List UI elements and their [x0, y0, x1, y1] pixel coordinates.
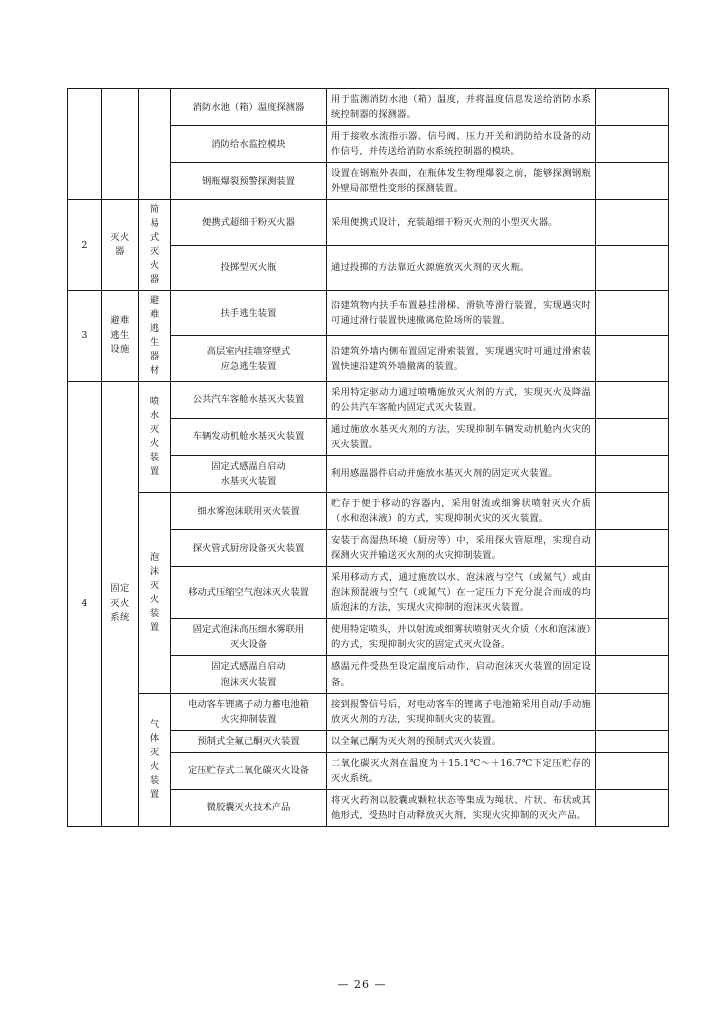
cell-description: 安装于高湿热环境（厨房等）中，采用探火管原理，实现自动探测火灾并输送灭火剂的火灾抑制装置。 — [327, 530, 596, 567]
table-row — [68, 291, 669, 336]
cell-product-name: 细水雾泡沫联用灭火装置 — [171, 493, 327, 530]
cell-serial-number: 3 — [68, 291, 102, 382]
cell-description: 沿建筑外墙内侧布置固定滑索装置，实现遇灾时可通过滑索装置快速沿建筑外墙撤离的装置。 — [327, 336, 596, 381]
cell-remark — [596, 693, 669, 730]
cell-product-name: 投掷型灭火瓶 — [171, 245, 327, 290]
cell-product-name: 定压贮存式二氧化碳灭火设备 — [171, 752, 327, 789]
subcategory-label: 气体灭火装置 — [149, 718, 160, 800]
cell-product-name: 固定式感温自启动 水基灭火装置 — [171, 455, 327, 492]
table-row — [68, 89, 669, 126]
cell-remark — [596, 418, 669, 455]
cell-category — [102, 89, 139, 200]
cell-description: 贮存于便于移动的容器内，采用射流或细雾状喷射灭火介质（水和泡沫液）的方式，实现抑制火灾的灭火装置。 — [327, 493, 596, 530]
cell-remark — [596, 200, 669, 245]
cell-description: 用于监测消防水池（箱）温度，并将温度信息发送给消防水系统控制器的探测器。 — [327, 89, 596, 126]
cell-remark — [596, 245, 669, 290]
cell-remark — [596, 336, 669, 381]
cell-remark — [596, 752, 669, 789]
cell-product-name: 预制式全氟己酮灭火装置 — [171, 730, 327, 752]
cell-description: 用于接收水流指示器、信号阀、压力开关和消防给水设备的动作信号，并传送给消防水系统控制器的模块。 — [327, 126, 596, 163]
cell-product-name: 便携式超细干粉灭火器 — [171, 200, 327, 245]
cell-serial-number: 4 — [68, 381, 102, 826]
category-label: 固定灭火系统 — [110, 583, 130, 624]
cell-description: 设置在钢瓶外表面，在瓶体发生物理爆裂之前，能够探测钢瓶外壁局部塑性变形的探测装置。 — [327, 163, 596, 200]
cell-description: 通过施放水基灭火剂的方法，实现抑制车辆发动机舱内火灾的灭火装置。 — [327, 418, 596, 455]
cell-serial-number — [68, 89, 102, 200]
cell-product-name: 固定式感温自启动 泡沫灭火装置 — [171, 656, 327, 693]
cell-remark — [596, 619, 669, 656]
cell-description: 采用移动方式，通过施放以水、泡沫液与空气（或氮气）或由泡沫预混液与空气（或氮气）在一定压力下充分混合而成的均质泡沫的方法，实现火灾抑制的泡沫灭火装置。 — [327, 567, 596, 619]
cell-remark — [596, 126, 669, 163]
cell-product-name: 高层室内挂墙穿壁式 应急逃生装置 — [171, 336, 327, 381]
cell-subcategory — [139, 291, 171, 382]
cell-product-name: 消防水池（箱）温度探测器 — [171, 89, 327, 126]
cell-description: 沿建筑物内扶手布置悬挂滑梯、滑轨等滑行装置，实现遇灾时可通过滑行装置快速撤离危险场所的装置。 — [327, 291, 596, 336]
cell-product-name: 固定式泡沫高压细水雾联用 灭火设备 — [171, 619, 327, 656]
cell-serial-number: 2 — [68, 200, 102, 291]
cell-category — [102, 200, 139, 291]
cell-description: 利用感温器件启动并施放水基灭火剂的固定灭火装置。 — [327, 455, 596, 492]
subcategory-label: 简易式灭火器 — [149, 204, 160, 285]
cell-product-name: 扶手逃生装置 — [171, 291, 327, 336]
cell-product-name: 电动客车锂离子动力蓄电池箱 火灾抑制装置 — [171, 693, 327, 730]
cell-description: 使用特定喷头，并以射流或细雾状喷射灭火介质（水和泡沫液）的方式，实现抑制火灾的固定式灭火设备。 — [327, 619, 596, 656]
cell-description: 通过投掷的方法靠近火源施放灭火剂的灭火瓶。 — [327, 245, 596, 290]
cell-remark — [596, 567, 669, 619]
cell-product-name: 微胶囊灭火技术产品 — [171, 789, 327, 826]
cell-product-name: 车辆发动机舱水基灭火装置 — [171, 418, 327, 455]
table-row — [68, 200, 669, 245]
cell-description: 采用便携式设计，充装超细干粉灭火剂的小型灭火器。 — [327, 200, 596, 245]
cell-description: 采用特定驱动力通过喷嘴施放灭火剂的方式，实现灭火及降温的公共汽车客舱内固定式灭火装置。 — [327, 381, 596, 418]
cell-category — [102, 291, 139, 382]
cell-remark — [596, 89, 669, 126]
cell-remark — [596, 730, 669, 752]
cell-description: 二氧化碳灭火剂在温度为＋15.1℃～＋16.7℃下定压贮存的灭火系统。 — [327, 752, 596, 789]
table-row — [68, 693, 669, 730]
spec-table-container — [67, 88, 668, 827]
cell-product-name: 消防给水监控模块 — [171, 126, 327, 163]
page-number: — 26 — — [337, 978, 387, 991]
cell-remark — [596, 530, 669, 567]
cell-product-name: 公共汽车客舱水基灭火装置 — [171, 381, 327, 418]
cell-product-name: 移动式压缩空气泡沫灭火装置 — [171, 567, 327, 619]
cell-description: 接到报警信号后，对电动客车的锂离子电池箱采用自动/手动施放灭火剂的方法，实现抑制火灾的装置。 — [327, 693, 596, 730]
cell-remark — [596, 291, 669, 336]
cell-remark — [596, 493, 669, 530]
cell-remark — [596, 789, 669, 826]
cell-product-name: 钢瓶爆裂预警探测装置 — [171, 163, 327, 200]
cell-description: 感温元件受热至设定温度后动作，启动泡沫灭火装置的固定设备。 — [327, 656, 596, 693]
cell-remark — [596, 455, 669, 492]
cell-remark — [596, 381, 669, 418]
cell-remark — [596, 163, 669, 200]
cell-subcategory — [139, 89, 171, 200]
cell-category — [102, 381, 139, 826]
cell-product-name: 探火管式厨房设备灭火装置 — [171, 530, 327, 567]
fire-product-table — [67, 88, 669, 827]
table-row — [68, 381, 669, 418]
table-body — [68, 89, 669, 827]
subcategory-label: 泡沫灭火装置 — [149, 551, 160, 633]
cell-subcategory — [139, 200, 171, 291]
table-row — [68, 493, 669, 530]
category-label: 灭火器 — [110, 231, 130, 258]
category-label: 避难逃生设施 — [110, 315, 130, 356]
cell-subcategory — [139, 493, 171, 694]
cell-description: 将灭火药剂以胶囊或颗粒状态等集成为绳状、片状、布状或其他形式，受热时自动释放灭火剂，实现火灾抑制的灭火产品。 — [327, 789, 596, 826]
cell-description: 以全氟己酮为灭火剂的预制式灭火装置。 — [327, 730, 596, 752]
cell-subcategory — [139, 381, 171, 492]
cell-remark — [596, 656, 669, 693]
subcategory-label: 避难逃生器材 — [149, 295, 160, 376]
cell-subcategory — [139, 693, 171, 826]
subcategory-label: 喷水灭火装置 — [149, 396, 160, 477]
